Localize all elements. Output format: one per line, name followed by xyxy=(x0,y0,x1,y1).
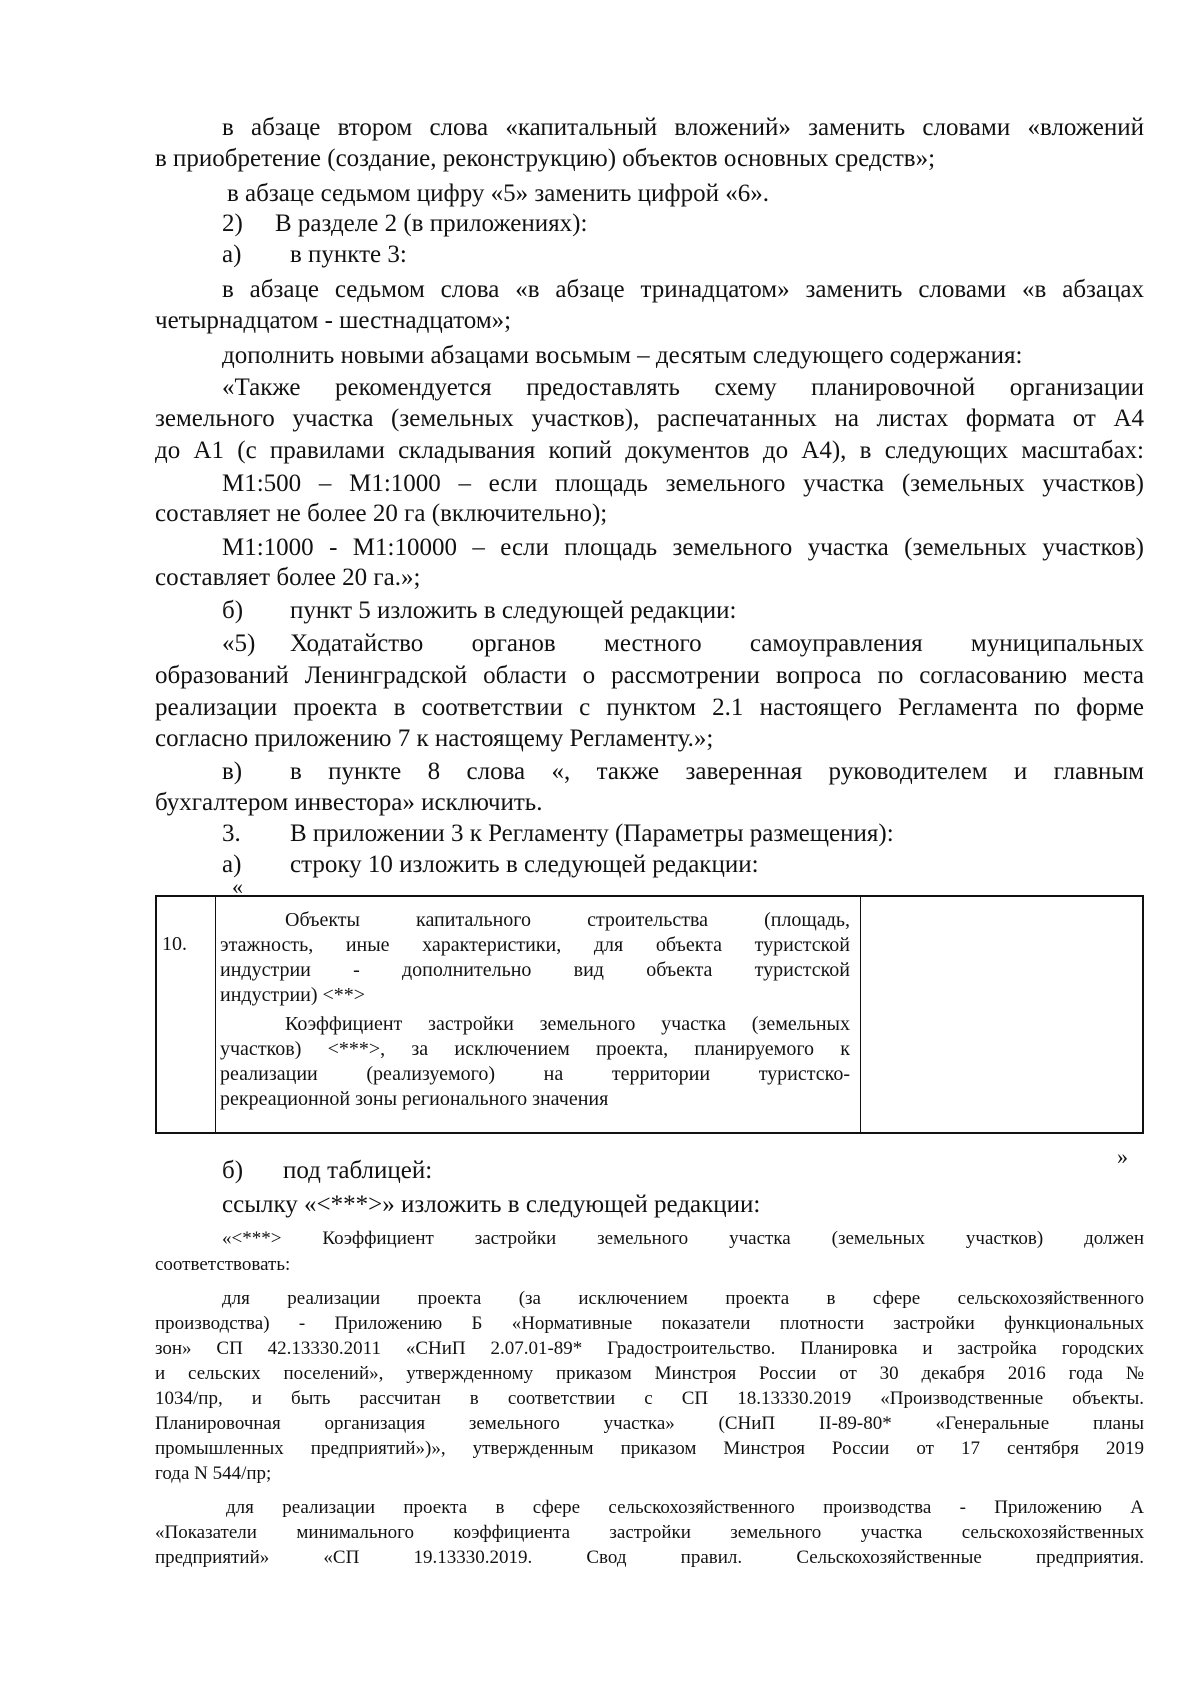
footnote-line: Планировочная организация земельного участка» (СНиП II-89-80* «Генеральные планы xyxy=(155,1413,1144,1434)
footnote-line: соответствовать: xyxy=(155,1254,291,1275)
cell-line: Коэффициент застройки земельного участка (земельных xyxy=(285,1013,850,1035)
text-line: в пункте 8 слова «, также заверенная руководителем и главным xyxy=(290,758,1144,785)
text-line: дополнить новыми абзацами восьмым – десятым следующего содержания: xyxy=(222,342,1023,369)
footnote-line: «Показатели минимального коэффициента застройки земельного участка сельскохозяйственных xyxy=(155,1522,1144,1543)
text-line: под таблицей: xyxy=(283,1157,433,1184)
list-number: б) xyxy=(222,597,244,624)
footnote-line: предприятий» «СП 19.13330.2019. Свод правил. Сельскохозяйственные предприятия. xyxy=(155,1547,1144,1568)
text-line: строку 10 изложить в следующей редакции: xyxy=(290,851,759,878)
cell-line: участков) <***>, за исключением проекта, планируемого к xyxy=(220,1038,850,1060)
list-number: 3. xyxy=(222,820,241,847)
parameters-table xyxy=(155,895,1144,1134)
footnote-line: «<***> Коэффициент застройки земельного участка (земельных участков) должен xyxy=(222,1228,1144,1249)
text-line: в абзаце втором слова «капитальный вложений» заменить словами «вложений xyxy=(222,114,1144,141)
row-number: 10. xyxy=(162,933,187,955)
list-number: б) xyxy=(222,1157,244,1184)
footnote-line: 1034/пр, и быть рассчитан в соответствии с СП 18.13330.2019 «Производственные объекты. xyxy=(155,1388,1144,1409)
cell-line: индустрии - дополнительно вид объекта туристской xyxy=(220,959,850,981)
text-line: «Также рекомендуется предоставлять схему планировочной организации xyxy=(222,374,1144,401)
text-line: Ходатайство органов местного самоуправления муниципальных xyxy=(290,630,1144,657)
footnote-line: промышленных предприятий»)», утвержденным приказом Минстроя России от 17 сентября 2019 xyxy=(155,1438,1144,1459)
list-number: 2) xyxy=(222,210,243,237)
footnote-line: и сельских поселений», утвержденному приказом Минстроя России от 30 декабря 2016 года № xyxy=(155,1363,1144,1384)
table-divider xyxy=(860,897,861,1132)
text-line: в абзаце седьмом цифру «5» заменить цифрой «6». xyxy=(227,180,769,207)
text-line: до А1 (с правилами складывания копий документов до А4), в следующих масштабах: xyxy=(155,437,1144,464)
list-number: в) xyxy=(222,758,243,785)
cell-line: реализации (реализуемого) на территории туристско- xyxy=(220,1063,850,1085)
table-divider xyxy=(215,897,216,1132)
text-line: составляет более 20 га.»; xyxy=(155,564,421,591)
cell-line: рекреационной зоны регионального значения xyxy=(220,1088,609,1110)
text-line: в приобретение (создание, реконструкцию) объектов основных средств»; xyxy=(155,145,936,172)
text-line: реализации проекта в соответствии с пунктом 2.1 настоящего Регламента по форме xyxy=(155,694,1144,721)
text-line: составляет не более 20 га (включительно); xyxy=(155,500,608,527)
footnote-line: для реализации проекта (за исключением проекта в сфере сельскохозяйственного xyxy=(222,1288,1144,1309)
open-quote: « xyxy=(232,874,243,899)
cell-line: Объекты капитального строительства (площадь, xyxy=(285,909,850,931)
list-number: а) xyxy=(222,241,242,268)
text-line: бухгалтером инвестора» исключить. xyxy=(155,789,543,816)
footnote-line: года N 544/пр; xyxy=(155,1463,272,1484)
text-line: четырнадцатом - шестнадцатом»; xyxy=(155,307,512,334)
text-line: пункт 5 изложить в следующей редакции: xyxy=(290,597,737,624)
text-line: В приложении 3 к Регламенту (Параметры размещения): xyxy=(290,820,894,847)
list-number: а) xyxy=(222,851,242,878)
text-line: согласно приложению 7 к настоящему Регламенту.»; xyxy=(155,725,714,752)
text-line: М1:500 – М1:1000 – если площадь земельного участка (земельных участков) xyxy=(222,470,1144,497)
text-line: в пункте 3: xyxy=(290,241,407,268)
list-number: «5) xyxy=(222,630,256,657)
text-line: образований Ленинградской области о рассмотрении вопроса по согласованию места xyxy=(155,662,1144,689)
cell-line: индустрии) <**> xyxy=(220,984,366,1006)
cell-line: этажность, иные характеристики, для объекта туристской xyxy=(220,934,850,956)
text-line: в абзаце седьмом слова «в абзаце тринадцатом» заменить словами «в абзацах xyxy=(222,276,1144,303)
footnote-line: производства) - Приложению Б «Нормативные показатели плотности застройки функциональных xyxy=(155,1313,1144,1334)
text-line: земельного участка (земельных участков), распечатанных на листах формата от А4 xyxy=(155,405,1144,432)
close-quote: » xyxy=(1117,1144,1128,1169)
text-line: В разделе 2 (в приложениях): xyxy=(275,210,588,237)
footnote-line: зон» СП 42.13330.2011 «СНиП 2.07.01-89* Градостроительство. Планировка и застройка городских xyxy=(155,1338,1144,1359)
footnote-line: для реализации проекта в сфере сельскохозяйственного производства - Приложению А xyxy=(226,1497,1144,1518)
text-line: М1:1000 - М1:10000 – если площадь земельного участка (земельных участков) xyxy=(222,534,1144,561)
text-line: ссылку «<***>» изложить в следующей редакции: xyxy=(222,1191,761,1218)
